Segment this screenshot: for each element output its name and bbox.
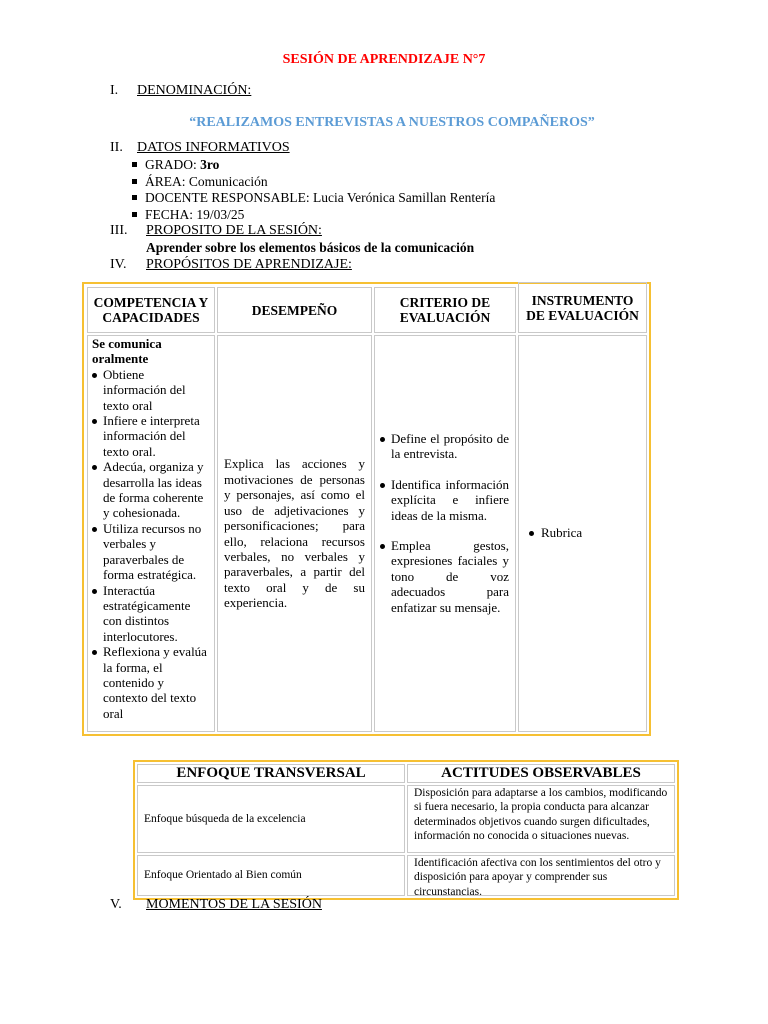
datos-area: ÁREA: Comunicación [132, 174, 268, 191]
section-number: III. [110, 223, 128, 238]
bullet-dot-icon [529, 531, 534, 536]
bullet-square-icon [132, 179, 137, 184]
bullet-dot-icon [380, 437, 385, 442]
list-item: Obtiene información del texto oral [92, 367, 210, 413]
header-desempeno: DESEMPEÑO [217, 287, 372, 333]
bullet-dot-icon [92, 419, 97, 424]
purpose-text: Aprender sobre los elementos básicos de la comunicación [146, 240, 475, 255]
bullet-dot-icon [92, 589, 97, 594]
datos-grado: GRADO: 3ro [132, 157, 219, 174]
grado-value: 3ro [200, 157, 220, 172]
desempeno-cell [217, 335, 372, 732]
enfoque-row-1-actitud: Disposición para adaptarse a los cambios, modificando si fuera necesario, la propia conducta para alcanzar determinados objetivos cuando surgen dificultades, información no conocida o situaciones nuevas. [407, 785, 675, 853]
section-heading-denominacion: DENOMINACIÓN: [137, 83, 252, 98]
header-enfoque: ENFOQUE TRANSVERSAL [137, 764, 405, 783]
bullet-square-icon [132, 195, 137, 200]
header-actitudes: ACTITUDES OBSERVABLES [407, 764, 675, 783]
document-title: SESIÓN DE APRENDIZAJE N°7 [282, 52, 486, 67]
section-number: II. [110, 140, 123, 155]
list-item: Interactúa estratégicamente con distintos interlocutores. [92, 583, 210, 645]
bullet-dot-icon [92, 650, 97, 655]
bullet-dot-icon [92, 465, 97, 470]
bullet-dot-icon [92, 373, 97, 378]
enfoque-transversal-table [133, 760, 679, 900]
section-number: V. [110, 897, 122, 912]
enfoque-row-2-label: Enfoque Orientado al Bien común [137, 855, 405, 896]
list-item: Emplea gestos, expresiones faciales y tono de voz adecuados para enfatizar su mensaje. [380, 538, 509, 615]
competencia-cell [87, 335, 215, 732]
list-item: Utiliza recursos no verbales y paraverbales de forma estratégica. [92, 521, 210, 583]
bullet-dot-icon [380, 544, 385, 549]
list-item: Adecúa, organiza y desarrolla las ideas de forma coherente y cohesionada. [92, 459, 210, 521]
learning-purposes-table [82, 282, 651, 736]
section-heading-datos: DATOS INFORMATIVOS [137, 140, 290, 155]
header-competencia: COMPETENCIA Y CAPACIDADES [87, 287, 215, 333]
desempeno-text: Explica las acciones y motivaciones de personas y personajes, así como el uso de adjetivaciones y personificaciones; para ello, relaciona recursos verbales, no verbales y paraverbales, a partir del texto oral y de su experiencia. [224, 456, 365, 611]
section-number: IV. [110, 257, 127, 272]
section-heading-propositos-aprendizaje: PROPÓSITOS DE APRENDIZAJE: [146, 257, 352, 272]
bullet-dot-icon [380, 483, 385, 488]
list-item: Rubrica [529, 525, 582, 540]
bullet-square-icon [132, 212, 137, 217]
enfoque-row-2-actitud: Identificación afectiva con los sentimientos del otro y disposición para apoyar y comprender sus circunstancias. [407, 855, 675, 896]
header-criterio: CRITERIO DE EVALUACIÓN [374, 287, 516, 333]
list-item: Identifica información explícita e infiere ideas de la misma. [380, 477, 509, 523]
section-heading-proposito: PROPOSITO DE LA SESIÓN: [146, 223, 322, 238]
list-item: Define el propósito de la entrevista. [380, 431, 509, 462]
datos-fecha: FECHA: 19/03/25 [132, 207, 244, 224]
list-item: Reflexiona y evalúa la forma, el contenido y contexto del texto oral [92, 644, 210, 721]
bullet-square-icon [132, 162, 137, 167]
instrumento-cell [518, 335, 647, 732]
section-heading-momentos: MOMENTOS DE LA SESIÓN [146, 897, 322, 912]
header-instrumento: INSTRUMENTO DE EVALUACIÓN [518, 282, 647, 333]
session-title: “REALIZAMOS ENTREVISTAS A NUESTROS COMPAÑEROS” [189, 115, 595, 130]
list-item: Infiere e interpreta información del texto oral. [92, 413, 210, 459]
capacidades-list [92, 367, 210, 721]
bullet-dot-icon [92, 527, 97, 532]
datos-docente: DOCENTE RESPONSABLE: Lucia Verónica Samillan Rentería [132, 190, 495, 207]
criterio-cell [374, 335, 516, 732]
enfoque-row-1-label: Enfoque búsqueda de la excelencia [137, 785, 405, 853]
section-number: I. [110, 83, 119, 98]
competencia-title: Se comunica oralmente [92, 336, 162, 367]
